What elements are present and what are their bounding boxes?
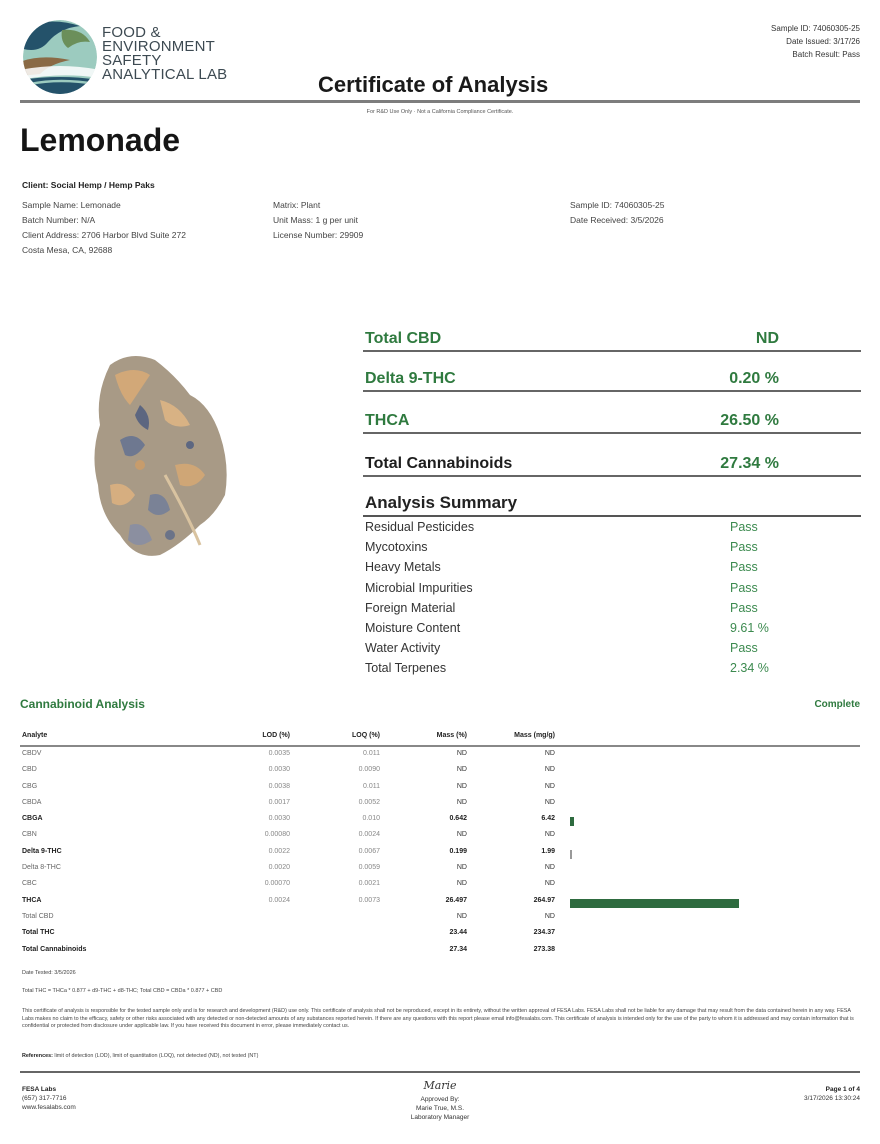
header-date-issued: Date Issued: 3/17/26 (786, 37, 860, 46)
cell-mass-pct: 0.199 (449, 847, 467, 855)
lab-name-line: FOOD & (102, 24, 161, 41)
cannabinoid-analysis-title: Cannabinoid Analysis (20, 697, 145, 711)
approved-by-label: Approved By: (420, 1096, 460, 1103)
page-number: Page 1 of 4 (825, 1086, 860, 1093)
cell-mass-pct: ND (456, 831, 467, 839)
summary-value: Pass (730, 580, 758, 595)
fesa-logo (20, 18, 100, 96)
print-timestamp: 3/17/2026 13:30:24 (803, 1095, 860, 1102)
column-header-mass-pct: Mass (%) (436, 732, 467, 739)
summary-row (365, 620, 845, 640)
cell-lod: 0.0020 (268, 864, 290, 872)
divider (363, 515, 861, 517)
product-image (80, 345, 240, 565)
potency-value: 27.34 % (720, 455, 779, 472)
client-info-col-2 (273, 198, 363, 243)
table-row (20, 911, 860, 927)
cell-analyte: CBDA (22, 798, 42, 806)
cell-mass-mg: ND (544, 912, 555, 920)
footer-approval (340, 1081, 540, 1122)
header-meta (771, 22, 860, 61)
table-header-divider (20, 745, 860, 747)
cell-loq: 0.0021 (358, 880, 380, 888)
lab-name-line: ENVIRONMENT (102, 38, 216, 55)
cell-analyte: Total Cannabinoids (22, 945, 87, 953)
cell-mass-pct: ND (456, 798, 467, 806)
divider (363, 350, 861, 352)
summary-row (365, 640, 845, 660)
cell-mass-pct: 0.642 (449, 815, 467, 823)
cell-lod: 0.0022 (268, 847, 290, 855)
client-info-col-3 (570, 198, 665, 228)
potency-value: 26.50 % (720, 412, 779, 429)
cell-lod: 0.0030 (268, 766, 290, 774)
summary-label: Heavy Metals (365, 560, 441, 575)
column-header-loq: LOQ (%) (352, 732, 380, 739)
table-row (20, 797, 860, 813)
cell-mass-mg: ND (544, 864, 555, 872)
cell-lod: 0.0024 (268, 896, 290, 904)
summary-row (365, 519, 845, 539)
cell-mass-pct: 26.497 (445, 896, 467, 904)
cell-mass-mg: ND (544, 782, 555, 790)
cell-analyte: Delta 9-THC (22, 847, 62, 855)
footer-phone: (657) 317-7716 (22, 1095, 67, 1102)
summary-value: Pass (730, 540, 758, 555)
table-row (20, 829, 860, 845)
summary-value: Pass (730, 641, 758, 656)
summary-label: Foreign Material (365, 600, 456, 615)
header-sample-id: Sample ID: 74060305-25 (771, 24, 860, 33)
table-row (20, 895, 860, 911)
rd-disclaimer: For R&D Use Only · Not a California Compliance Certificate. (366, 109, 514, 115)
cell-analyte: Delta 8-THC (22, 864, 61, 872)
table-row (20, 813, 860, 829)
summary-value: Pass (730, 520, 758, 534)
cell-lod: 0.0038 (268, 782, 290, 790)
potency-total-cbd (363, 326, 861, 352)
license-number: License Number: 29909 (273, 230, 364, 240)
batch-number: Batch Number: N/A (22, 215, 96, 225)
summary-value: 2.34 % (730, 661, 769, 676)
table-row (20, 878, 860, 894)
cell-analyte: THCA (22, 896, 42, 904)
cell-mass-mg: ND (544, 880, 555, 888)
date-tested: Date Tested: 3/5/2026 (22, 970, 76, 976)
cell-mass-pct: ND (456, 750, 467, 757)
table-row (20, 781, 860, 797)
cell-lod: 0.00070 (264, 880, 290, 888)
cell-analyte: CBN (22, 831, 37, 839)
cell-mass-pct: ND (456, 782, 467, 790)
client-info-col-1 (22, 198, 186, 258)
header-divider (20, 100, 860, 103)
cell-mass-mg: ND (544, 750, 555, 757)
cell-analyte: CBG (22, 782, 38, 790)
footer-divider (20, 1071, 860, 1073)
cell-lod: 0.0030 (268, 815, 290, 823)
cell-mass-pct: 27.34 (449, 945, 467, 953)
cannabinoid-table (20, 748, 860, 960)
cell-mass-pct: 23.44 (449, 929, 467, 937)
table-header (20, 732, 860, 744)
analysis-status: Complete (814, 699, 860, 710)
sample-name: Sample Name: Lemonade (22, 200, 121, 210)
cell-mass-mg: 234.37 (533, 929, 555, 937)
cell-loq: 0.0090 (358, 766, 380, 774)
client-address: Client Address: 2706 Harbor Blvd Suite 272 (22, 230, 186, 240)
matrix: Matrix: Plant (273, 200, 321, 210)
cell-mass-mg: 264.97 (533, 896, 555, 904)
cell-mass-pct: ND (456, 880, 467, 888)
divider (363, 390, 861, 392)
cell-mass-pct: ND (456, 912, 467, 920)
summary-label: Total Terpenes (365, 661, 447, 676)
mass-bar (570, 817, 574, 826)
cell-mass-mg: 273.38 (533, 945, 555, 953)
column-header-lod: LOD (%) (262, 732, 290, 739)
cell-analyte: Total THC (22, 929, 55, 937)
summary-row (365, 660, 845, 680)
lab-name-line: ANALYTICAL LAB (102, 66, 228, 83)
approver-name: Marie True, M.S. (415, 1105, 465, 1112)
summary-value: 9.61 % (730, 620, 769, 635)
cell-mass-pct: ND (456, 766, 467, 774)
potency-total-cannabinoids (363, 451, 861, 477)
totals-formula: Total THC = THCa * 0.877 + d9-THC + d8-THC; Total CBD = CBDa * 0.877 + CBD (22, 988, 223, 994)
summary-label: Mycotoxins (365, 540, 428, 555)
cell-mass-mg: 6.42 (541, 815, 555, 823)
cell-loq: 0.0059 (358, 864, 380, 872)
summary-row (365, 559, 845, 579)
summary-label: Moisture Content (365, 620, 461, 635)
client-name: Client: Social Hemp / Hemp Paks (22, 180, 155, 190)
summary-label: Residual Pesticides (365, 520, 475, 534)
column-header-analyte: Analyte (22, 732, 48, 739)
sample-id: Sample ID: 74060305-25 (570, 200, 665, 210)
legal-disclaimer: This certificate of analysis is responsible for the tested sample only and is for research and development (R&D) use only. This certificate of analysis shall not be reproduced, except in its entirety, without the written approval of FESA Labs. FESA Labs shall not be liable for any damage that may result from the data contained herein in any way. FESA Labs makes no claim to the efficacy, safety or other risks associated with any detected or non-detected amounts of any substances reported herein. If there are any questions with this report please email info@fesalabs.com. This certificate of analysis is intended only for the use of the party to whom it is addressed and may contain information that is confidential or protected from disclosure under applicable law. If you have received this document in error, please immediately contact us. (22, 1008, 854, 1029)
footer-page-info (804, 1085, 860, 1103)
footer-contact (22, 1085, 76, 1112)
document-title: Certificate of Analysis (318, 72, 549, 97)
column-header-mass-mg: Mass (mg/g) (514, 732, 555, 739)
table-row (20, 764, 860, 780)
summary-value: Pass (730, 600, 758, 615)
cell-analyte: CBDV (22, 750, 42, 757)
summary-row (365, 539, 845, 559)
table-row (20, 862, 860, 878)
cell-mass-pct: ND (456, 864, 467, 872)
divider (363, 475, 861, 477)
cell-analyte: CBC (22, 880, 37, 888)
cell-mass-mg: ND (544, 798, 555, 806)
cell-lod: 0.0035 (268, 750, 290, 757)
table-row (20, 748, 860, 764)
cell-analyte: CBD (22, 766, 37, 774)
cell-mass-mg: 1.99 (541, 847, 555, 855)
signature: Marie (423, 1079, 457, 1092)
unit-mass: Unit Mass: 1 g per unit (273, 215, 359, 225)
potency-delta9-thc (363, 366, 861, 392)
potency-label: Total CBD (365, 330, 442, 347)
mass-bar (570, 850, 572, 859)
summary-value: Pass (730, 560, 758, 575)
potency-label: Delta 9-THC (365, 370, 456, 387)
cell-lod: 0.00080 (264, 831, 290, 839)
summary-row (365, 600, 845, 620)
references-label: References: (22, 1053, 53, 1059)
footer-company: FESA Labs (22, 1086, 57, 1093)
potency-value: ND (755, 330, 779, 347)
analysis-summary-title: Analysis Summary (365, 493, 518, 512)
cell-loq: 0.0067 (358, 847, 380, 855)
date-received: Date Received: 3/5/2026 (570, 215, 664, 225)
table-row (20, 944, 860, 960)
summary-label: Microbial Impurities (365, 580, 473, 595)
cell-lod: 0.0017 (268, 798, 290, 806)
references-text: limit of detection (LOD), limit of quantitation (LOQ), not detected (ND), not tested (NT) (54, 1053, 259, 1059)
lab-name (102, 26, 227, 82)
cell-loq: 0.0052 (358, 798, 380, 806)
cell-analyte: Total CBD (22, 912, 54, 920)
header-batch-result: Batch Result: Pass (792, 50, 860, 59)
potency-thca (363, 408, 861, 434)
approver-title: Laboratory Manager (410, 1114, 470, 1121)
cell-loq: 0.011 (363, 782, 380, 790)
table-row (20, 846, 860, 862)
potency-label: THCA (365, 412, 410, 429)
product-name: Lemonade (20, 122, 181, 158)
summary-row (365, 580, 845, 600)
summary-label: Water Activity (365, 641, 441, 656)
analysis-summary-list (365, 519, 845, 681)
references (22, 1053, 258, 1059)
cell-loq: 0.0024 (358, 831, 380, 839)
cell-analyte: CBGA (22, 815, 43, 823)
divider (363, 432, 861, 434)
cell-mass-mg: ND (544, 831, 555, 839)
lab-name-line: SAFETY (102, 52, 162, 69)
cell-mass-mg: ND (544, 766, 555, 774)
mass-bar (570, 899, 739, 908)
cell-loq: 0.011 (363, 750, 380, 757)
potency-label: Total Cannabinoids (365, 455, 513, 472)
table-row (20, 927, 860, 943)
cell-loq: 0.0073 (358, 896, 380, 904)
client-city: Costa Mesa, CA, 92688 (22, 245, 113, 255)
cell-loq: 0.010 (362, 815, 380, 823)
potency-value: 0.20 % (729, 370, 779, 387)
footer-website[interactable]: www.fesalabs.com (22, 1104, 76, 1111)
